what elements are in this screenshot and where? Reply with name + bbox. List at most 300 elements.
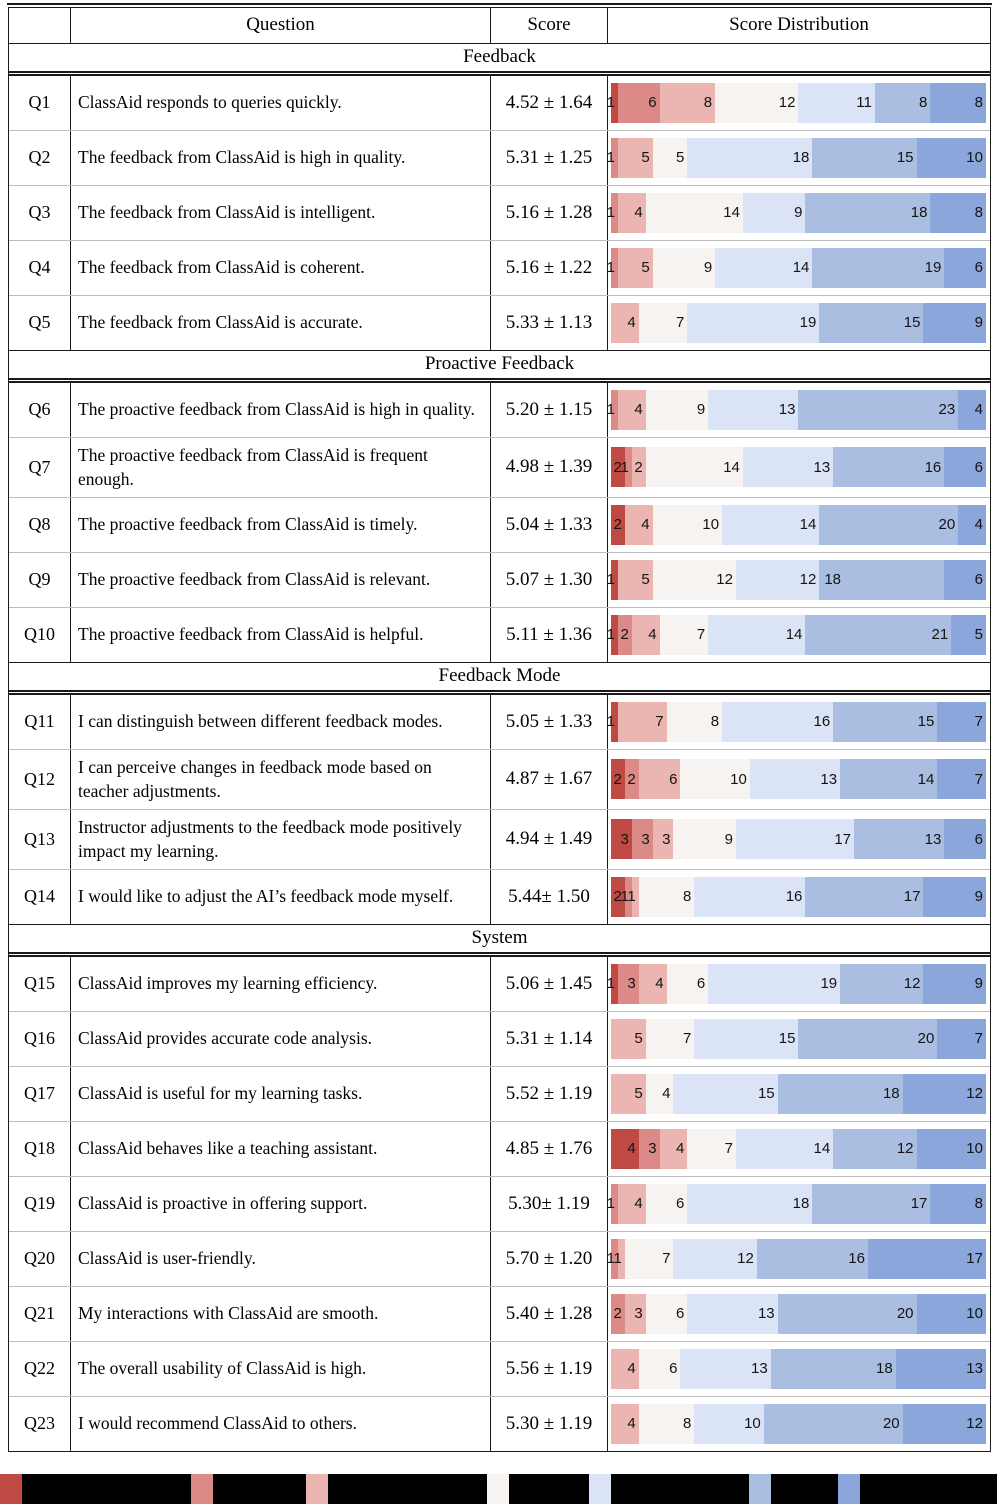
distribution-bar: [611, 505, 986, 545]
segment-label: 1: [606, 401, 615, 419]
question-id: Q12: [9, 750, 71, 809]
bar-segment: [944, 447, 986, 487]
question-text: ClassAid behaves like a teaching assistant.: [71, 1122, 491, 1176]
bar-segment: [680, 759, 749, 799]
bar-segment: [743, 193, 806, 233]
segment-label: 5: [641, 571, 650, 589]
distribution-bar: [606, 964, 986, 1004]
bar-segment: [611, 1129, 639, 1169]
bar-segment: [627, 877, 639, 917]
bar-segment: [917, 138, 986, 178]
segment-label: 7: [676, 314, 685, 332]
distribution-cell: [608, 76, 990, 130]
bar-segment: [694, 1404, 763, 1444]
segment-label: 18: [882, 1085, 900, 1103]
bar-segment: [646, 1074, 674, 1114]
segment-label: 4: [974, 516, 983, 534]
question-text: The overall usability of ClassAid is high.: [71, 1342, 491, 1396]
distribution-cell: [608, 695, 990, 749]
bar-segment: [673, 1074, 777, 1114]
bar-segment: [632, 819, 653, 859]
bar-segment: [632, 447, 646, 487]
question-id: Q13: [9, 810, 71, 869]
distribution-bar: [611, 1129, 986, 1169]
score-value: 4.85 ± 1.76: [491, 1122, 608, 1176]
question-row: [9, 240, 990, 295]
bar-segment: [812, 138, 916, 178]
bar-segment: [673, 1239, 756, 1279]
segment-label: 18: [824, 571, 841, 589]
distribution-bar: [611, 1294, 986, 1334]
bar-segment: [819, 505, 958, 545]
score-value: 5.05 ± 1.33: [491, 695, 608, 749]
bar-segment: [606, 560, 618, 600]
bar-segment: [743, 447, 833, 487]
table-body: [9, 43, 990, 1451]
segment-label: 6: [974, 571, 983, 589]
bar-segment: [736, 1129, 833, 1169]
question-row: [9, 437, 990, 497]
question-row: [9, 383, 990, 437]
segment-label: 18: [910, 204, 928, 222]
segment-label: 6: [676, 1305, 685, 1323]
segment-label: 19: [820, 975, 838, 993]
segment-label: 20: [882, 1415, 900, 1433]
segment-label: 5: [641, 259, 650, 277]
segment-label: 8: [710, 713, 720, 731]
bar-segment: [606, 390, 618, 430]
question-text: The feedback from ClassAid is intelligent.: [71, 186, 491, 240]
score-value: 4.98 ± 1.39: [491, 438, 608, 497]
segment-label: 16: [813, 713, 831, 731]
segment-label: 4: [627, 1140, 636, 1158]
question-id: Q19: [9, 1177, 71, 1231]
distribution-bar: [606, 560, 986, 600]
legend-swatch: [487, 1474, 509, 1504]
segment-label: 12: [966, 1415, 983, 1433]
distribution-bar: [606, 390, 986, 430]
section-banner: Feedback: [9, 43, 990, 76]
distribution-bar: [606, 1239, 986, 1279]
bar-segment: [611, 1349, 639, 1389]
segment-label: 15: [903, 314, 921, 332]
bar-segment: [833, 1129, 916, 1169]
segment-label: 20: [938, 516, 956, 534]
bar-segment: [639, 877, 695, 917]
distribution-cell: [608, 241, 990, 295]
segment-label: 13: [751, 1360, 768, 1378]
bar-segment: [606, 248, 618, 288]
question-row: [9, 1011, 990, 1066]
bar-segment: [778, 1074, 903, 1114]
distribution-cell: [608, 186, 990, 240]
question-row: [9, 1341, 990, 1396]
question-row: [9, 1231, 990, 1286]
distribution-cell: [608, 608, 990, 662]
score-value: 5.30± 1.19: [491, 1177, 608, 1231]
score-value: 5.20 ± 1.15: [491, 383, 608, 437]
segment-label: 8: [974, 204, 983, 222]
segment-label: 1: [606, 571, 615, 589]
segment-label: 21: [931, 626, 949, 644]
bar-segment: [653, 560, 736, 600]
segment-label: 16: [848, 1250, 865, 1268]
bar-segment: [646, 1294, 688, 1334]
score-value: 5.06 ± 1.45: [491, 957, 608, 1011]
bar-segment: [937, 759, 986, 799]
score-value: 5.40 ± 1.28: [491, 1287, 608, 1341]
segment-label: 15: [896, 149, 914, 167]
segment-label: 6: [669, 1360, 678, 1378]
segment-label: 7: [662, 1250, 671, 1268]
segment-label: 10: [702, 516, 720, 534]
header-row: [9, 8, 990, 43]
distribution-bar: [606, 702, 986, 742]
distribution-cell: [608, 957, 990, 1011]
question-text: Instructor adjustments to the feedback mode positively impact my learning.: [71, 810, 491, 869]
bar-segment: [611, 1019, 646, 1059]
bar-segment: [764, 1404, 903, 1444]
distribution-cell: [608, 1342, 990, 1396]
segment-label: 9: [703, 259, 713, 277]
segment-label: 14: [723, 204, 740, 222]
question-id: Q8: [9, 498, 71, 552]
bar-segment: [611, 1294, 625, 1334]
segment-label: 5: [634, 1085, 643, 1103]
bar-segment: [687, 1184, 812, 1224]
bar-segment: [646, 1019, 695, 1059]
bar-segment: [653, 138, 688, 178]
segment-label: 6: [648, 94, 657, 112]
segment-label: 20: [896, 1305, 914, 1323]
segment-label: 4: [627, 314, 636, 332]
distribution-bar: [606, 248, 986, 288]
legend-swatch: [589, 1474, 611, 1504]
bar-segment: [944, 248, 986, 288]
question-text: The proactive feedback from ClassAid is relevant.: [71, 553, 491, 607]
bar-segment: [606, 83, 618, 123]
bar-segment: [618, 83, 660, 123]
bar-segment: [715, 83, 798, 123]
segment-label: 6: [974, 830, 983, 848]
question-text: ClassAid is useful for my learning tasks.: [71, 1067, 491, 1121]
segment-label: 2: [613, 770, 622, 788]
bar-segment: [694, 877, 805, 917]
segment-label: 5: [641, 149, 650, 167]
segment-label: 8: [919, 94, 928, 112]
segment-label: 4: [641, 516, 650, 534]
distribution-bar: [606, 83, 986, 123]
question-text: ClassAid is user-friendly.: [71, 1232, 491, 1286]
results-table: [8, 7, 991, 1452]
bar-segment: [606, 964, 618, 1004]
question-id: Q7: [9, 438, 71, 497]
question-id: Q14: [9, 870, 71, 924]
segment-label: 7: [682, 1030, 692, 1048]
question-row: [9, 1286, 990, 1341]
segment-label: 7: [974, 713, 983, 731]
segment-label: 1: [606, 1250, 615, 1268]
score-value: 5.31 ± 1.14: [491, 1012, 608, 1066]
question-text: I would recommend ClassAid to others.: [71, 1397, 491, 1451]
col-header-distribution: Score Distribution: [729, 14, 869, 36]
segment-label: 2: [613, 516, 622, 534]
segment-label: 17: [834, 830, 852, 848]
bar-segment: [750, 759, 840, 799]
bar-segment: [606, 702, 618, 742]
bar-segment: [944, 560, 986, 600]
bar-segment: [923, 877, 986, 917]
legend-swatch: [749, 1474, 771, 1504]
segment-label: 3: [620, 830, 629, 848]
bar-segment: [819, 303, 923, 343]
segment-label: 9: [974, 888, 983, 906]
score-value: 5.07 ± 1.30: [491, 553, 608, 607]
segment-label: 9: [974, 975, 983, 993]
segment-label: 1: [627, 888, 636, 906]
question-row: [9, 1396, 990, 1451]
bar-segment: [930, 193, 986, 233]
bar-segment: [611, 303, 639, 343]
segment-label: 6: [669, 770, 678, 788]
bar-segment: [833, 447, 944, 487]
score-value: 5.16 ± 1.22: [491, 241, 608, 295]
distribution-bar: [611, 1074, 986, 1114]
distribution-cell: [608, 1122, 990, 1176]
bar-segment: [639, 303, 688, 343]
segment-label: 16: [785, 888, 803, 906]
segment-label: 3: [641, 830, 650, 848]
question-id: Q10: [9, 608, 71, 662]
bar-segment: [632, 615, 660, 655]
segment-label: 4: [676, 1140, 685, 1158]
question-text: The feedback from ClassAid is coherent.: [71, 241, 491, 295]
bar-segment: [840, 759, 937, 799]
question-text: The proactive feedback from ClassAid is high in quality.: [71, 383, 491, 437]
legend-swatch: [191, 1474, 213, 1504]
bar-segment: [687, 1129, 736, 1169]
segment-label: 7: [724, 1140, 733, 1158]
segment-label: 19: [799, 314, 817, 332]
question-text: ClassAid responds to queries quickly.: [71, 76, 491, 130]
distribution-cell: [608, 383, 990, 437]
score-value: 4.52 ± 1.64: [491, 76, 608, 130]
bar-segment: [896, 1349, 986, 1389]
segment-label: 2: [613, 1305, 622, 1323]
bar-segment: [937, 702, 986, 742]
bar-segment: [646, 447, 743, 487]
question-row: [9, 869, 990, 924]
segment-label: 13: [813, 458, 831, 476]
question-id: Q9: [9, 553, 71, 607]
score-value: 4.94 ± 1.49: [491, 810, 608, 869]
question-text: I can distinguish between different feedback modes.: [71, 695, 491, 749]
bar-segment: [673, 819, 736, 859]
question-text: I can perceive changes in feedback mode based on teacher adjustments.: [71, 750, 491, 809]
legend-swatch: [0, 1474, 22, 1504]
bar-segment: [923, 303, 986, 343]
segment-label: 14: [792, 259, 810, 277]
distribution-cell: [608, 750, 990, 809]
bar-segment: [875, 83, 931, 123]
segment-label: 2: [613, 888, 622, 906]
segment-label: 1: [606, 94, 615, 112]
question-row: [9, 185, 990, 240]
distribution-bar: [611, 759, 986, 799]
bar-segment: [618, 964, 639, 1004]
question-text: I would like to adjust the AI’s feedback mode myself.: [71, 870, 491, 924]
question-text: My interactions with ClassAid are smooth.: [71, 1287, 491, 1341]
segment-label: 23: [938, 401, 956, 419]
bar-segment: [606, 1184, 618, 1224]
segment-label: 8: [974, 94, 983, 112]
col-header-question: Question: [71, 8, 491, 43]
segment-label: 5: [676, 149, 685, 167]
segment-label: 10: [966, 149, 983, 167]
segment-label: 5: [634, 1030, 643, 1048]
segment-label: 17: [966, 1250, 983, 1268]
segment-label: 1: [606, 259, 615, 277]
question-row: [9, 749, 990, 809]
bar-segment: [944, 819, 986, 859]
segment-label: 12: [716, 571, 733, 589]
question-id: Q21: [9, 1287, 71, 1341]
question-row: [9, 130, 990, 185]
segment-label: 10: [966, 1140, 983, 1158]
distribution-bar: [606, 138, 986, 178]
score-value: 5.31 ± 1.25: [491, 131, 608, 185]
distribution-bar: [606, 1184, 986, 1224]
bar-segment: [923, 964, 986, 1004]
question-id: Q22: [9, 1342, 71, 1396]
segment-label: 4: [662, 1085, 671, 1103]
segment-label: 12: [799, 571, 817, 589]
bar-segment: [722, 505, 819, 545]
bar-segment: [694, 1019, 798, 1059]
question-row: [9, 497, 990, 552]
bar-segment: [618, 1184, 646, 1224]
bar-segment: [639, 964, 667, 1004]
segment-label: 15: [757, 1085, 775, 1103]
question-row: [9, 295, 990, 350]
segment-label: 1: [606, 626, 615, 644]
segment-label: 5: [974, 626, 983, 644]
segment-label: 1: [620, 888, 629, 906]
bar-segment: [868, 1239, 986, 1279]
question-id: Q20: [9, 1232, 71, 1286]
score-value: 5.70 ± 1.20: [491, 1232, 608, 1286]
distribution-bar: [611, 447, 986, 487]
segment-label: 11: [856, 94, 872, 112]
segment-label: 18: [876, 1360, 893, 1378]
bar-segment: [930, 83, 986, 123]
distribution-cell: [608, 1397, 990, 1451]
bar-segment: [736, 560, 819, 600]
question-id: Q11: [9, 695, 71, 749]
segment-label: 9: [724, 830, 733, 848]
question-text: The feedback from ClassAid is accurate.: [71, 296, 491, 350]
bar-segment: [930, 1184, 986, 1224]
bar-segment: [618, 193, 646, 233]
bar-segment: [812, 248, 944, 288]
segment-label: 4: [634, 1195, 643, 1213]
segment-label: 15: [778, 1030, 796, 1048]
segment-label: 13: [966, 1360, 983, 1378]
score-value: 5.04 ± 1.33: [491, 498, 608, 552]
segment-label: 3: [634, 1305, 643, 1323]
question-row: [9, 552, 990, 607]
bar-segment: [660, 1129, 688, 1169]
legend-swatch: [838, 1474, 860, 1504]
segment-label: 7: [655, 713, 664, 731]
segment-label: 9: [974, 314, 983, 332]
segment-label: 12: [966, 1085, 983, 1103]
bar-segment: [951, 615, 986, 655]
bar-segment: [798, 1019, 937, 1059]
bar-segment: [646, 390, 709, 430]
segment-label: 8: [974, 1195, 983, 1213]
distribution-cell: [608, 296, 990, 350]
bar-segment: [625, 759, 639, 799]
segment-label: 18: [792, 1195, 810, 1213]
bar-segment: [805, 193, 930, 233]
bar-segment: [606, 193, 618, 233]
segment-label: 19: [924, 259, 942, 277]
segment-label: 20: [917, 1030, 935, 1048]
bar-segment: [620, 447, 632, 487]
question-id: Q6: [9, 383, 71, 437]
distribution-cell: [608, 438, 990, 497]
bar-segment: [618, 702, 667, 742]
segment-label: 4: [634, 204, 643, 222]
question-row: [9, 695, 990, 749]
bar-segment: [680, 1349, 770, 1389]
segment-label: 14: [723, 458, 740, 476]
segment-label: 4: [974, 401, 983, 419]
question-id: Q1: [9, 76, 71, 130]
distribution-bar: [611, 1349, 986, 1389]
question-row: [9, 607, 990, 662]
segment-label: 18: [792, 149, 810, 167]
bar-segment: [833, 702, 937, 742]
bar-segment: [708, 615, 805, 655]
section-banner: Feedback Mode: [9, 662, 990, 695]
segment-label: 2: [627, 770, 636, 788]
segment-label: 12: [903, 975, 921, 993]
segment-label: 6: [696, 975, 706, 993]
bar-segment: [618, 560, 653, 600]
segment-label: 14: [799, 516, 817, 534]
bar-segment: [722, 702, 833, 742]
bar-segment: [618, 390, 646, 430]
bar-segment: [708, 964, 840, 1004]
distribution-cell: [608, 1287, 990, 1341]
bar-segment: [639, 759, 681, 799]
legend-swatch: [306, 1474, 328, 1504]
question-id: Q4: [9, 241, 71, 295]
segment-label: 1: [606, 1195, 615, 1213]
question-id: Q17: [9, 1067, 71, 1121]
segment-label: 13: [820, 770, 838, 788]
bar-segment: [618, 615, 632, 655]
bar-segment: [812, 1184, 930, 1224]
score-value: 5.30 ± 1.19: [491, 1397, 608, 1451]
question-text: The proactive feedback from ClassAid is frequent enough.: [71, 438, 491, 497]
question-text: ClassAid is proactive in offering support.: [71, 1177, 491, 1231]
question-row: [9, 1176, 990, 1231]
question-row: [9, 76, 990, 130]
bar-segment: [646, 1184, 688, 1224]
